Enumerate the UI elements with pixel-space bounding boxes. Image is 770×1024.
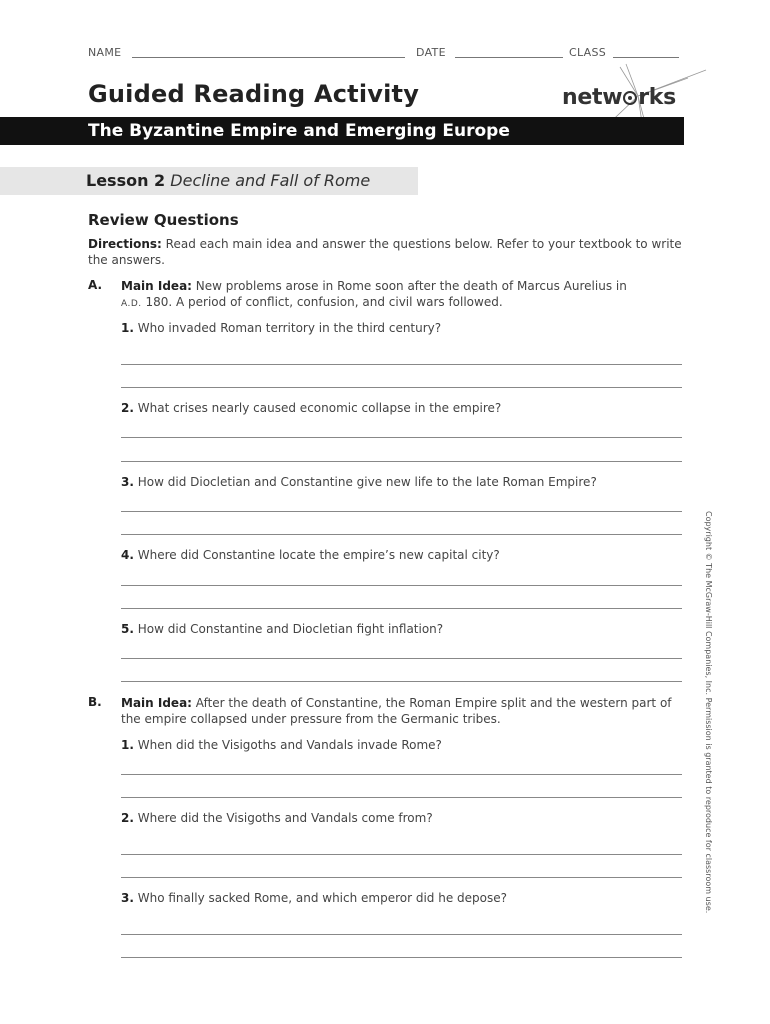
directions bbox=[88, 236, 688, 268]
main-idea-text: After the death of Constantine, the Roman Empire split and the western part of the empire collapsed under pressure from the Germanic tribes. bbox=[121, 696, 672, 726]
lesson-name: Decline and Fall of Rome bbox=[170, 171, 371, 190]
section-b-main-idea bbox=[121, 695, 681, 727]
networks-logo bbox=[562, 85, 676, 110]
question-b3 bbox=[121, 891, 507, 905]
date-field[interactable] bbox=[455, 57, 563, 58]
question-text: When did the Visigoths and Vandals invade Rome? bbox=[137, 738, 442, 752]
lesson-heading bbox=[86, 171, 370, 190]
answer-line[interactable] bbox=[121, 511, 682, 512]
copyright-notice: Copyright © The McGraw-Hill Companies, Inc. Permission is granted to reproduce for classroom use. bbox=[704, 511, 713, 914]
page-title: Guided Reading Activity bbox=[88, 80, 420, 108]
question-text: Who invaded Roman territory in the third century? bbox=[137, 321, 442, 335]
question-text: How did Diocletian and Constantine give new life to the late Roman Empire? bbox=[137, 475, 597, 489]
logo-o-icon bbox=[623, 91, 637, 105]
question-a1 bbox=[121, 321, 441, 335]
answer-line[interactable] bbox=[121, 608, 682, 609]
answer-line[interactable] bbox=[121, 585, 682, 586]
era-abbrev: A.D. bbox=[121, 299, 142, 309]
question-a5 bbox=[121, 622, 443, 636]
main-idea-text-cont: 180. A period of conflict, confusion, and civil wars followed. bbox=[145, 295, 503, 309]
main-idea-label: Main Idea: bbox=[121, 696, 192, 710]
answer-line[interactable] bbox=[121, 877, 682, 878]
section-b-letter: B. bbox=[88, 695, 102, 709]
class-label: CLASS bbox=[569, 46, 607, 59]
class-field[interactable] bbox=[613, 57, 679, 58]
question-text: Where did the Visigoths and Vandals come from? bbox=[137, 811, 433, 825]
question-b1 bbox=[121, 738, 442, 752]
name-label: NAME bbox=[88, 46, 122, 59]
question-text: Who finally sacked Rome, and which emperor did he depose? bbox=[137, 891, 508, 905]
date-label: DATE bbox=[416, 46, 446, 59]
directions-label: Directions: bbox=[88, 237, 162, 251]
question-number: 3. bbox=[121, 891, 134, 905]
unit-title: The Byzantine Empire and Emerging Europe bbox=[88, 121, 510, 141]
name-field[interactable] bbox=[132, 57, 405, 58]
question-number: 2. bbox=[121, 401, 134, 415]
answer-line[interactable] bbox=[121, 797, 682, 798]
answer-line[interactable] bbox=[121, 934, 682, 935]
question-a3 bbox=[121, 475, 597, 489]
review-heading: Review Questions bbox=[88, 211, 239, 229]
question-number: 4. bbox=[121, 548, 134, 562]
question-number: 1. bbox=[121, 738, 134, 752]
answer-line[interactable] bbox=[121, 774, 682, 775]
question-text: How did Constantine and Diocletian fight inflation? bbox=[137, 622, 444, 636]
question-a2 bbox=[121, 401, 501, 415]
question-number: 5. bbox=[121, 622, 134, 636]
answer-line[interactable] bbox=[121, 437, 682, 438]
question-number: 2. bbox=[121, 811, 134, 825]
answer-line[interactable] bbox=[121, 534, 682, 535]
logo-text-end: rks bbox=[638, 85, 676, 110]
question-text: Where did Constantine locate the empire’s new capital city? bbox=[137, 548, 500, 562]
answer-line[interactable] bbox=[121, 681, 682, 682]
question-number: 3. bbox=[121, 475, 134, 489]
directions-text: Read each main idea and answer the questions below. Refer to your textbook to write the answers. bbox=[88, 237, 682, 267]
answer-line[interactable] bbox=[121, 387, 682, 388]
question-b2 bbox=[121, 811, 433, 825]
section-a-letter: A. bbox=[88, 278, 103, 292]
main-idea-text: New problems arose in Rome soon after the death of Marcus Aurelius in bbox=[195, 279, 627, 293]
answer-line[interactable] bbox=[121, 658, 682, 659]
answer-line[interactable] bbox=[121, 364, 682, 365]
lesson-number: Lesson 2 bbox=[86, 171, 166, 190]
answer-line[interactable] bbox=[121, 854, 682, 855]
answer-line[interactable] bbox=[121, 461, 682, 462]
question-number: 1. bbox=[121, 321, 134, 335]
answer-line[interactable] bbox=[121, 957, 682, 958]
question-text: What crises nearly caused economic collapse in the empire? bbox=[137, 401, 502, 415]
main-idea-label: Main Idea: bbox=[121, 279, 192, 293]
question-a4 bbox=[121, 548, 500, 562]
section-a-main-idea bbox=[121, 278, 681, 312]
logo-text-start: netw bbox=[562, 85, 623, 110]
